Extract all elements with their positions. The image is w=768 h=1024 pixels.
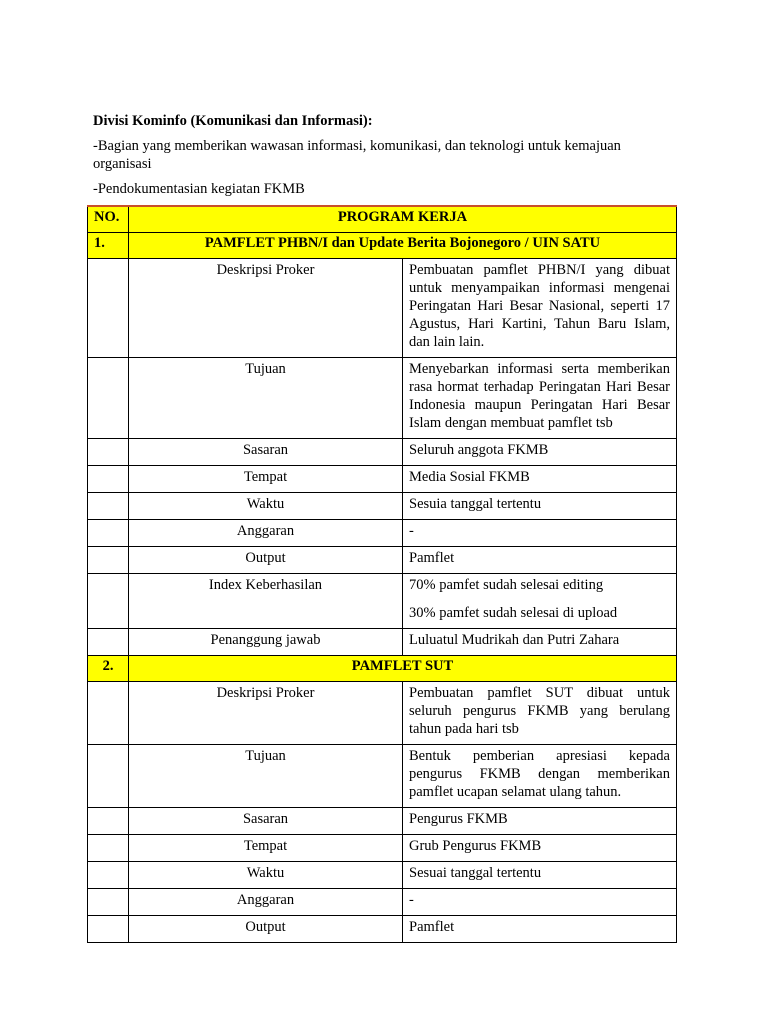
- table-row: [88, 439, 677, 466]
- document-page: [87, 113, 677, 943]
- row-label: Waktu: [129, 493, 403, 520]
- row-label: Deskripsi Proker: [129, 682, 403, 745]
- row-label: Output: [129, 916, 403, 943]
- row-value: Luluatul Mudrikah dan Putri Zahara: [403, 629, 677, 656]
- division-title: Divisi Kominfo (Komunikasi dan Informasi):: [93, 113, 373, 129]
- row-value: -: [403, 889, 677, 916]
- table-row: [88, 745, 677, 808]
- table-row: [88, 493, 677, 520]
- row-label: Waktu: [129, 862, 403, 889]
- row-label: Sasaran: [129, 808, 403, 835]
- row-value: Media Sosial FKMB: [403, 466, 677, 493]
- table-row: [88, 808, 677, 835]
- row-value: -: [403, 520, 677, 547]
- row-label: Penanggung jawab: [129, 629, 403, 656]
- division-task: -Pendokumentasian kegiatan FKMB: [93, 181, 305, 197]
- table-row: [88, 259, 677, 358]
- table-row: [88, 358, 677, 439]
- index-line-1: 70% pamfet sudah selesai editing: [409, 577, 604, 593]
- table-row: [88, 574, 677, 629]
- division-description: -Bagian yang memberikan wawasan informasi, komunikasi, dan teknologi untuk kemajuan organisasi: [93, 138, 621, 172]
- row-label: Tujuan: [129, 745, 403, 808]
- row-value: Grub Pengurus FKMB: [403, 835, 677, 862]
- row-value: Pengurus FKMB: [403, 808, 677, 835]
- table-row: [88, 466, 677, 493]
- row-value: Pembuatan pamflet SUT dibuat untuk seluruh pengurus FKMB yang berulang tahun pada hari tsb: [403, 682, 677, 745]
- table-header-row: [88, 206, 677, 233]
- row-label: Output: [129, 547, 403, 574]
- row-label: Tempat: [129, 835, 403, 862]
- table-row: [88, 916, 677, 943]
- program-title: PAMFLET PHBN/I dan Update Berita Bojonegoro / UIN SATU: [129, 233, 677, 259]
- program-number: 2.: [88, 656, 129, 682]
- row-value: Pamflet: [403, 547, 677, 574]
- row-value: Pamflet: [403, 916, 677, 943]
- row-value: Sesuia tanggal tertentu: [403, 493, 677, 520]
- table-row: [88, 629, 677, 656]
- program-header-row: [88, 233, 677, 259]
- table-row: [88, 889, 677, 916]
- table-row: [88, 682, 677, 745]
- row-label: Index Keberhasilan: [129, 574, 403, 629]
- row-value: Sesuai tanggal tertentu: [403, 862, 677, 889]
- column-header-no: NO.: [88, 206, 129, 233]
- row-label: Deskripsi Proker: [129, 259, 403, 358]
- row-value: Seluruh anggota FKMB: [403, 439, 677, 466]
- program-table: [87, 205, 677, 943]
- table-row: [88, 862, 677, 889]
- column-header-program: PROGRAM KERJA: [129, 206, 677, 233]
- row-value: Bentuk pemberian apresiasi kepada pengurus FKMB dengan memberikan pamflet ucapan selamat ulang tahun.: [403, 745, 677, 808]
- row-value: Menyebarkan informasi serta memberikan rasa hormat terhadap Peringatan Hari Besar Indonesia maupun Peringatan Hari Besar Islam dengan membuat pamflet tsb: [403, 358, 677, 439]
- row-value: [403, 574, 677, 629]
- program-header-row: [88, 656, 677, 682]
- index-line-2: 30% pamfet sudah selesai di upload: [409, 605, 618, 621]
- table-row: [88, 547, 677, 574]
- row-label: Anggaran: [129, 889, 403, 916]
- row-label: Tujuan: [129, 358, 403, 439]
- row-label: Anggaran: [129, 520, 403, 547]
- program-title: PAMFLET SUT: [129, 656, 677, 682]
- table-row: [88, 835, 677, 862]
- row-label: Sasaran: [129, 439, 403, 466]
- row-value: Pembuatan pamflet PHBN/I yang dibuat untuk menyampaikan informasi mengenai Peringatan Hari Besar Nasional, seperti 17 Agustus, Hari Kartini, Tahun Baru Islam, dan lain lain.: [403, 259, 677, 358]
- row-label: Tempat: [129, 466, 403, 493]
- table-row: [88, 520, 677, 547]
- program-number: 1.: [88, 233, 129, 259]
